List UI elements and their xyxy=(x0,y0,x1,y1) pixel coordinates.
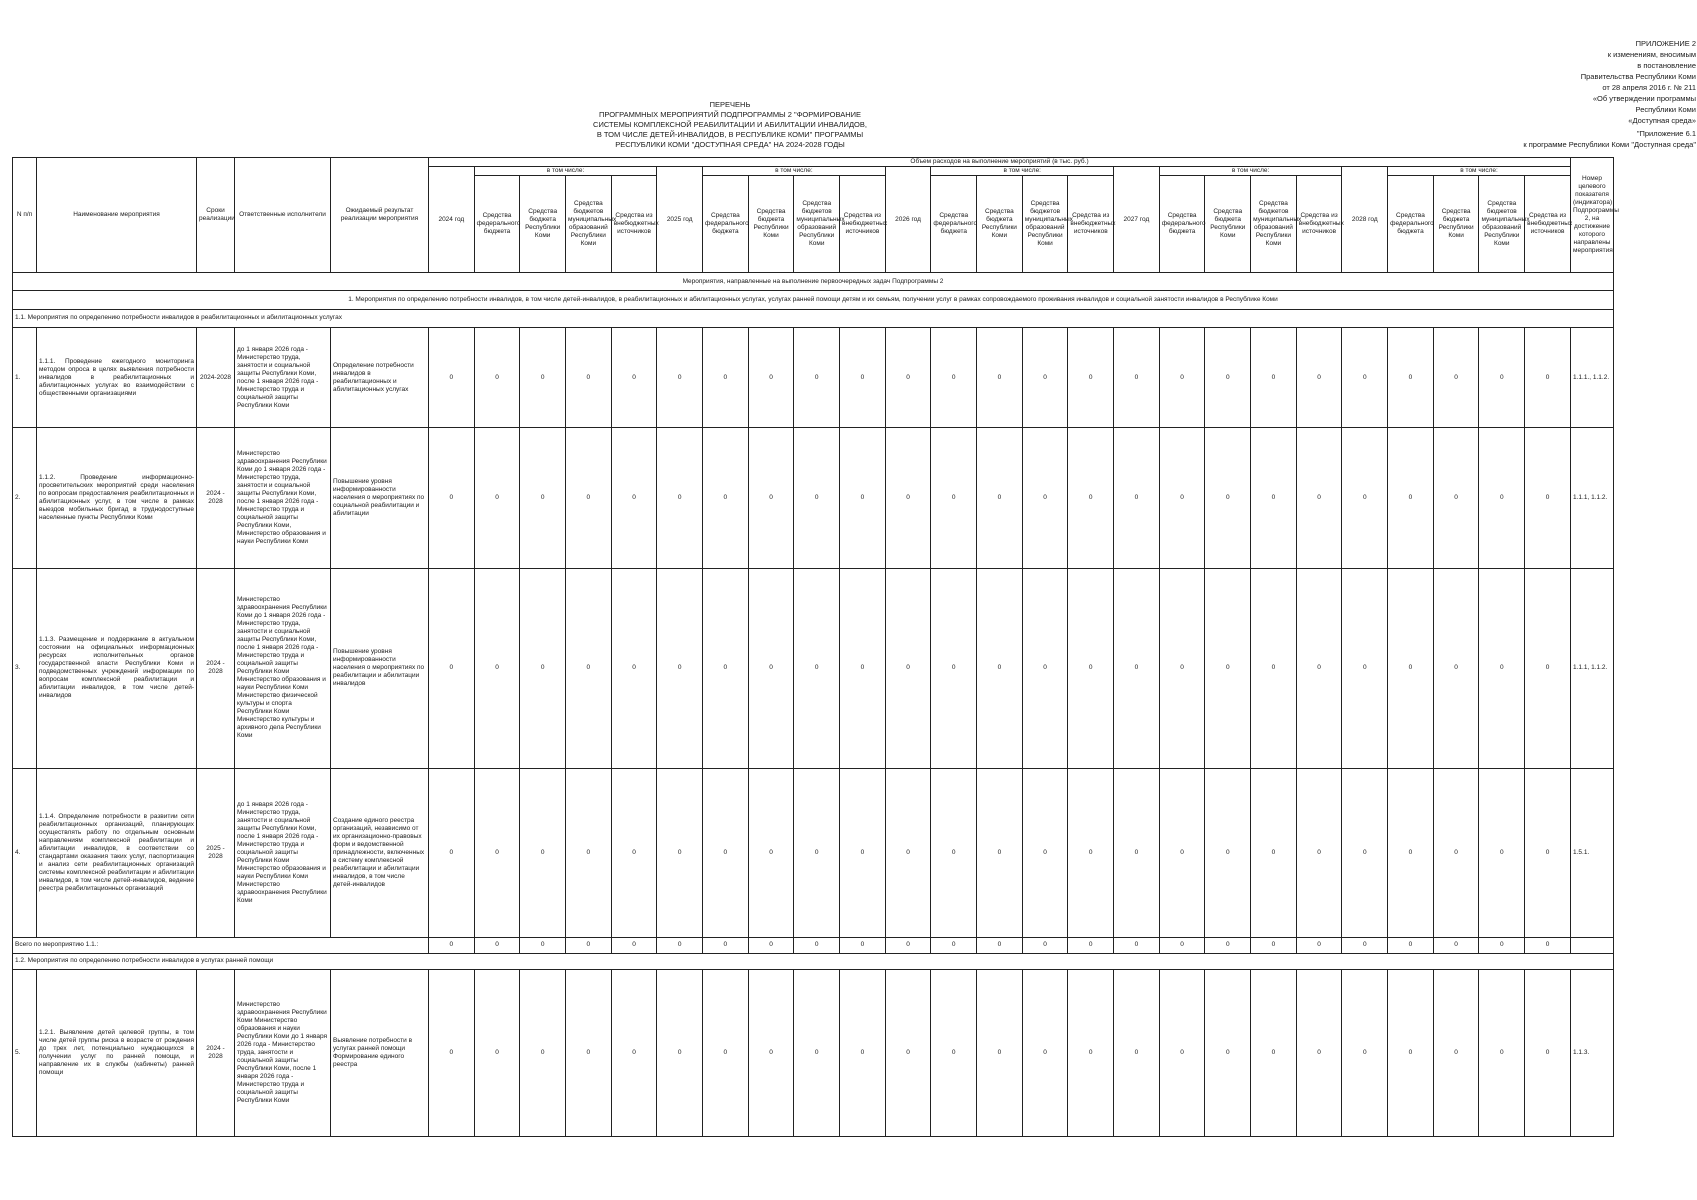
row-value: 0 xyxy=(1296,428,1342,569)
row-value: 0 xyxy=(1433,768,1479,937)
row-value: 0 xyxy=(1342,569,1388,768)
header-source: Средства бюджета Республики Коми xyxy=(1205,176,1251,273)
row-value: 0 xyxy=(657,768,703,937)
row-value: 0 xyxy=(566,428,612,569)
annex-program-block xyxy=(1376,128,1696,150)
row-executors: до 1 января 2026 года - Министерство труда, занятости и социальной защиты Республики Коми, после 1 января 2026 года - Министерство труда и социальной защиты Республики Коми xyxy=(235,327,331,427)
row-value: 0 xyxy=(931,428,977,569)
row-value: 0 xyxy=(840,327,886,427)
row-value: 0 xyxy=(566,969,612,1136)
row-value: 0 xyxy=(1388,969,1434,1136)
row-value: 0 xyxy=(566,768,612,937)
header-name: Наименование мероприятия xyxy=(37,158,197,273)
header-executors: Ответственные исполнители xyxy=(235,158,331,273)
title-line: ПЕРЕЧЕНЬ xyxy=(709,100,751,109)
row-value: 0 xyxy=(885,327,931,427)
row-value: 0 xyxy=(1114,969,1160,1136)
row-value: 0 xyxy=(977,428,1023,569)
header-year: 2024 год xyxy=(429,167,475,273)
row-value: 0 xyxy=(794,969,840,1136)
row-value: 0 xyxy=(520,327,566,427)
row-value: 0 xyxy=(794,768,840,937)
row-value: 0 xyxy=(1068,569,1114,768)
row-value: 0 xyxy=(1342,768,1388,937)
row-value: 0 xyxy=(885,969,931,1136)
header-year: 2028 год xyxy=(1342,167,1388,273)
annex-line: от 28 апреля 2016 г. № 211 xyxy=(1602,83,1696,92)
total-value: 0 xyxy=(1479,937,1525,953)
header-indicator: Номер целевого показателя (индикатора) Подпрограммы 2, на достижение которого направлены мероприятия xyxy=(1571,158,1614,273)
row-terms: 2024 - 2028 xyxy=(197,569,235,768)
row-value: 0 xyxy=(1114,569,1160,768)
row-value: 0 xyxy=(1114,327,1160,427)
row-result: Определение потребности инвалидов в реабилитационных и абилитационных услугах xyxy=(331,327,429,427)
header-source: Средства бюджетов муниципальных образований Республики Коми xyxy=(794,176,840,273)
header-including: в том числе: xyxy=(703,167,886,176)
row-num: 5. xyxy=(13,969,37,1136)
row-value: 0 xyxy=(1114,428,1160,569)
total-value: 0 xyxy=(657,937,703,953)
row-terms: 2024-2028 xyxy=(197,327,235,427)
total-value: 0 xyxy=(748,937,794,953)
annex-line: к программе Республики Коми "Доступная среда" xyxy=(1523,140,1696,149)
header-volume: Объем расходов на выполнение мероприятий (в тыс. руб.) xyxy=(429,158,1571,167)
row-value: 0 xyxy=(703,768,749,937)
row-value: 0 xyxy=(1388,327,1434,427)
row-value: 0 xyxy=(1525,969,1571,1136)
header-including: в том числе: xyxy=(474,167,657,176)
row-result: Повышение уровня информированности населения о мероприятиях по социальной реабилитации и абилитации xyxy=(331,428,429,569)
total-value: 0 xyxy=(1159,937,1205,953)
row-value: 0 xyxy=(1479,768,1525,937)
row-executors: Министерство здравоохранения Республики Коми до 1 января 2026 года - Министерство труда, занятости и социальной защиты Республики Коми, после 1 января 2026 года - Министерство труда и социальной защиты Республики Коми Министерство образования и науки Республики Коми Министерство физической культуры и спорта Республики Коми Министерство культуры и архивного дела Республики Коми xyxy=(235,569,331,768)
row-value: 0 xyxy=(794,327,840,427)
row-value: 0 xyxy=(1479,428,1525,569)
total-value: 0 xyxy=(977,937,1023,953)
row-value: 0 xyxy=(931,768,977,937)
row-value: 0 xyxy=(1525,428,1571,569)
row-value: 0 xyxy=(1251,768,1297,937)
row-value: 0 xyxy=(520,768,566,937)
section-sub12: 1.2. Мероприятия по определению потребности инвалидов в услугах ранней помощи xyxy=(13,953,1614,969)
total-value: 0 xyxy=(566,937,612,953)
row-value: 0 xyxy=(1525,569,1571,768)
row-value: 0 xyxy=(1342,969,1388,1136)
row-value: 0 xyxy=(1159,569,1205,768)
section-block1-row xyxy=(13,291,1614,309)
row-value: 0 xyxy=(1022,768,1068,937)
header-source: Средства бюджета Республики Коми xyxy=(1433,176,1479,273)
row-value: 0 xyxy=(1205,969,1251,1136)
row-num: 4. xyxy=(13,768,37,937)
row-value: 0 xyxy=(474,569,520,768)
annex-line: Правительства Республики Коми xyxy=(1580,72,1696,81)
header-source: Средства федерального бюджета xyxy=(703,176,749,273)
row-value: 0 xyxy=(1205,569,1251,768)
row-value: 0 xyxy=(885,768,931,937)
row-name: 1.1.4. Определение потребности в развитии сети реабилитационных организаций, планирующих осуществлять работу по отдельным основным направлениям комплексной реабилитации и абилитации инвалидов, в соответствии со стандартами оказания таких услуг, паспортизация и анализ сети реабилитационных организаций системы комплексной реабилитации и абилитации инвалидов, в том числе детей-инвалидов, ведение реестра реабилитационных организаций xyxy=(37,768,197,937)
row-value: 0 xyxy=(1388,768,1434,937)
row-value: 0 xyxy=(1205,768,1251,937)
total-value: 0 xyxy=(1068,937,1114,953)
header-source: Средства бюджета Республики Коми xyxy=(977,176,1023,273)
row-value: 0 xyxy=(429,768,475,937)
annex-line: к изменениям, вносимым xyxy=(1607,50,1696,59)
row-value: 0 xyxy=(748,569,794,768)
row-terms: 2024 - 2028 xyxy=(197,969,235,1136)
row-value: 0 xyxy=(657,428,703,569)
row-value: 0 xyxy=(1022,969,1068,1136)
row-value: 0 xyxy=(474,969,520,1136)
row-value: 0 xyxy=(1433,569,1479,768)
row-value: 0 xyxy=(1296,569,1342,768)
total-indicator xyxy=(1571,937,1614,953)
row-indicator: 1.1.3. xyxy=(1571,969,1614,1136)
row-value: 0 xyxy=(1251,969,1297,1136)
section-block1: 1. Мероприятия по определению потребности инвалидов, в том числе детей-инвалидов, в реабилитационных и абилитационных услугах, услугах ранней помощи детям и их семьям, получении услуг в рамках сопровождаемого проживания инвалидов и социальной занятости инвалидов в Республике Коми xyxy=(13,291,1614,309)
row-value: 0 xyxy=(474,768,520,937)
header-source: Средства бюджета Республики Коми xyxy=(748,176,794,273)
row-num: 3. xyxy=(13,569,37,768)
annex-line: Республики Коми xyxy=(1635,105,1696,114)
total-label: Всего по мероприятию 1.1.: xyxy=(13,937,429,953)
row-value: 0 xyxy=(748,327,794,427)
document-title xyxy=(560,100,900,150)
total-value: 0 xyxy=(474,937,520,953)
row-value: 0 xyxy=(1068,327,1114,427)
header-source: Средства бюджетов муниципальных образований Республики Коми xyxy=(1251,176,1297,273)
row-value: 0 xyxy=(1251,327,1297,427)
total-value: 0 xyxy=(1296,937,1342,953)
row-value: 0 xyxy=(703,428,749,569)
row-value: 0 xyxy=(748,768,794,937)
header-source: Средства из внебюджетных источников xyxy=(1296,176,1342,273)
row-value: 0 xyxy=(1068,969,1114,1136)
row-value: 0 xyxy=(1479,327,1525,427)
section-sub12-row xyxy=(13,953,1614,969)
row-value: 0 xyxy=(1342,327,1388,427)
row-value: 0 xyxy=(977,969,1023,1136)
row-value: 0 xyxy=(611,327,657,427)
section-tasks-row xyxy=(13,273,1614,291)
row-value: 0 xyxy=(1251,428,1297,569)
row-value: 0 xyxy=(794,569,840,768)
total-value: 0 xyxy=(1251,937,1297,953)
row-value: 0 xyxy=(1068,428,1114,569)
header-year: 2026 год xyxy=(885,167,931,273)
row-value: 0 xyxy=(520,969,566,1136)
row-value: 0 xyxy=(1205,327,1251,427)
total-value: 0 xyxy=(703,937,749,953)
annex-line: "Приложение 6.1 xyxy=(1636,129,1696,138)
row-value: 0 xyxy=(748,969,794,1136)
annex-line: ПРИЛОЖЕНИЕ 2 xyxy=(1635,39,1696,48)
measures-table xyxy=(12,157,1619,1137)
row-value: 0 xyxy=(1433,327,1479,427)
row-indicator: 1.1.1., 1.1.2. xyxy=(1571,327,1614,427)
total-value: 0 xyxy=(611,937,657,953)
total-value: 0 xyxy=(1205,937,1251,953)
row-value: 0 xyxy=(1159,428,1205,569)
row-value: 0 xyxy=(429,969,475,1136)
row-value: 0 xyxy=(1525,327,1571,427)
header-source: Средства бюджетов муниципальных образований Республики Коми xyxy=(1479,176,1525,273)
header-including: в том числе: xyxy=(1159,167,1342,176)
annex-block xyxy=(1376,38,1696,126)
row-name: 1.1.1. Проведение ежегодного мониторинга методом опроса в целях выявления потребности инвалидов в реабилитационных и абилитационных услугах во взаимодействии с общественными организациями xyxy=(37,327,197,427)
total-value: 0 xyxy=(1525,937,1571,953)
row-name: 1.1.3. Размещение и поддержание в актуальном состоянии на официальных информационных ресурсах исполнительных органов государственной власти Республики Коми и подведомственных учреждений информации по вопросам комплексной реабилитации и абилитации инвалидов, в том числе детей-инвалидов xyxy=(37,569,197,768)
table-row xyxy=(13,327,1614,427)
row-value: 0 xyxy=(977,569,1023,768)
row-value: 0 xyxy=(611,569,657,768)
row-value: 0 xyxy=(657,569,703,768)
row-indicator: 1.1.1, 1.1.2. xyxy=(1571,428,1614,569)
row-value: 0 xyxy=(474,327,520,427)
annex-line: «Об утверждении программы xyxy=(1592,94,1696,103)
header-including: в том числе: xyxy=(1388,167,1571,176)
section-sub11-row xyxy=(13,309,1614,327)
row-value: 0 xyxy=(1022,569,1068,768)
header-year: 2025 год xyxy=(657,167,703,273)
row-value: 0 xyxy=(429,327,475,427)
total-value: 0 xyxy=(1388,937,1434,953)
row-indicator: 1.1.1, 1.1.2. xyxy=(1571,569,1614,768)
section-tasks: Мероприятия, направленные на выполнение первоочередных задач Подпрограммы 2 xyxy=(13,273,1614,291)
table-row xyxy=(13,969,1614,1136)
row-value: 0 xyxy=(520,428,566,569)
row-value: 0 xyxy=(885,428,931,569)
row-value: 0 xyxy=(1296,969,1342,1136)
row-value: 0 xyxy=(1022,428,1068,569)
row-num: 2. xyxy=(13,428,37,569)
row-value: 0 xyxy=(748,428,794,569)
row-value: 0 xyxy=(1159,327,1205,427)
row-value: 0 xyxy=(794,428,840,569)
header-source: Средства федерального бюджета xyxy=(474,176,520,273)
title-line: В ТОМ ЧИСЛЕ ДЕТЕЙ-ИНВАЛИДОВ, В РЕСПУБЛИКЕ КОМИ" ПРОГРАММЫ xyxy=(596,130,864,139)
total-value: 0 xyxy=(429,937,475,953)
total-value: 0 xyxy=(1433,937,1479,953)
total-value: 0 xyxy=(794,937,840,953)
title-line: РЕСПУБЛИКИ КОМИ "ДОСТУПНАЯ СРЕДА" НА 2024-2028 ГОДЫ xyxy=(615,140,845,149)
row-value: 0 xyxy=(657,969,703,1136)
row-value: 0 xyxy=(977,327,1023,427)
row-value: 0 xyxy=(1479,969,1525,1136)
row-value: 0 xyxy=(840,969,886,1136)
title-line: СИСТЕМЫ КОМПЛЕКСНОЙ РЕАБИЛИТАЦИИ И АБИЛИТАЦИИ ИНВАЛИДОВ, xyxy=(593,120,867,129)
row-name: 1.1.2. Проведение информационно-просветительских мероприятий среди населения по вопросам предоставления реабилитационных и абилитационных услуг, в том числе в рамках выездов мобильных бригад в труднодоступные населенные пункты Республики Коми xyxy=(37,428,197,569)
row-value: 0 xyxy=(1114,768,1160,937)
total-value: 0 xyxy=(931,937,977,953)
row-value: 0 xyxy=(1388,569,1434,768)
row-value: 0 xyxy=(1296,768,1342,937)
header-source: Средства из внебюджетных источников xyxy=(1068,176,1114,273)
row-value: 0 xyxy=(611,969,657,1136)
row-result: Выявление потребности в услугах ранней помощи Формирование единого реестра xyxy=(331,969,429,1136)
header-source: Средства из внебюджетных источников xyxy=(611,176,657,273)
annex-line: «Доступная среда» xyxy=(1628,116,1696,125)
row-value: 0 xyxy=(474,428,520,569)
section-sub11: 1.1. Мероприятия по определению потребности инвалидов в реабилитационных и абилитационных услугах xyxy=(13,309,1614,327)
row-value: 0 xyxy=(703,327,749,427)
row-value: 0 xyxy=(703,969,749,1136)
row-indicator: 1.5.1. xyxy=(1571,768,1614,937)
total-value: 0 xyxy=(885,937,931,953)
total-value: 0 xyxy=(1342,937,1388,953)
row-name: 1.2.1. Выявление детей целевой группы, в том числе детей группы риска в возрасте от рождения до трех лет, потенциально нуждающихся в получении услуг по ранней помощи, и направление их в службы (кабинеты) ранней помощи xyxy=(37,969,197,1136)
row-value: 0 xyxy=(1433,969,1479,1136)
row-value: 0 xyxy=(885,569,931,768)
header-source: Средства бюджетов муниципальных образований Республики Коми xyxy=(566,176,612,273)
row-value: 0 xyxy=(566,569,612,768)
row-value: 0 xyxy=(977,768,1023,937)
row-value: 0 xyxy=(1433,428,1479,569)
header-num: N п/п xyxy=(13,158,37,273)
row-value: 0 xyxy=(1479,569,1525,768)
total-value: 0 xyxy=(840,937,886,953)
header-terms: Сроки реализации xyxy=(197,158,235,273)
row-value: 0 xyxy=(1388,428,1434,569)
row-terms: 2025 - 2028 xyxy=(197,768,235,937)
row-value: 0 xyxy=(566,327,612,427)
row-value: 0 xyxy=(611,768,657,937)
row-result: Повышение уровня информированности населения о мероприятиях по реабилитации и абилитации инвалидов xyxy=(331,569,429,768)
row-value: 0 xyxy=(931,569,977,768)
row-value: 0 xyxy=(1296,327,1342,427)
header-source: Средства из внебюджетных источников xyxy=(840,176,886,273)
row-result: Создание единого реестра организаций, независимо от их организационно-правовых форм и ведомственной принадлежности, включенных в систему комплексной реабилитации и абилитации инвалидов, в том числе детей-инвалидов xyxy=(331,768,429,937)
row-value: 0 xyxy=(611,428,657,569)
title-line: ПРОГРАММНЫХ МЕРОПРИЯТИЙ ПОДПРОГРАММЫ 2 "ФОРМИРОВАНИЕ xyxy=(598,110,862,119)
annex-line: в постановление xyxy=(1637,61,1696,70)
table-row xyxy=(13,428,1614,569)
row-value: 0 xyxy=(931,327,977,427)
row-executors: до 1 января 2026 года - Министерство труда, занятости и социальной защиты Республики Коми, после 1 января 2026 года - Министерство труда и социальной защиты Республики Коми Министерство образования и науки Республики Коми Министерство здравоохранения Республики Коми xyxy=(235,768,331,937)
row-value: 0 xyxy=(840,428,886,569)
row-num: 1. xyxy=(13,327,37,427)
table-row xyxy=(13,768,1614,937)
table-row xyxy=(13,569,1614,768)
row-value: 0 xyxy=(1251,569,1297,768)
row-value: 0 xyxy=(1159,768,1205,937)
header-source: Средства бюджета Республики Коми xyxy=(520,176,566,273)
row-terms: 2024 - 2028 xyxy=(197,428,235,569)
row-executors: Министерство здравоохранения Республики Коми до 1 января 2026 года - Министерство труда, занятости и социальной защиты Республики Коми, после 1 января 2026 года - Министерство труда и социальной защиты Республики Коми, Министерство образования и науки Республики Коми xyxy=(235,428,331,569)
row-value: 0 xyxy=(1022,327,1068,427)
header-year: 2027 год xyxy=(1114,167,1160,273)
header-source: Средства федерального бюджета xyxy=(1388,176,1434,273)
total-value: 0 xyxy=(1114,937,1160,953)
header-source: Средства из внебюджетных источников xyxy=(1525,176,1571,273)
row-value: 0 xyxy=(1342,428,1388,569)
header-including: в том числе: xyxy=(931,167,1114,176)
total-value: 0 xyxy=(1022,937,1068,953)
row-value: 0 xyxy=(703,569,749,768)
row-value: 0 xyxy=(1525,768,1571,937)
header-result: Ожидаемый результат реализации мероприятия xyxy=(331,158,429,273)
row-executors: Министерство здравоохранения Республики Коми Министерство образования и науки Республики Коми до 1 января 2026 года - Министерство труда, занятости и социальной защиты Республики Коми, после 1 января 2026 года - Министерство труда и социальной защиты Республики Коми xyxy=(235,969,331,1136)
row-value: 0 xyxy=(657,327,703,427)
total-value: 0 xyxy=(520,937,566,953)
header-source: Средства федерального бюджета xyxy=(931,176,977,273)
row-value: 0 xyxy=(840,768,886,937)
total-row xyxy=(13,937,1614,953)
row-value: 0 xyxy=(429,428,475,569)
row-value: 0 xyxy=(520,569,566,768)
row-value: 0 xyxy=(931,969,977,1136)
row-value: 0 xyxy=(1159,969,1205,1136)
row-value: 0 xyxy=(1068,768,1114,937)
row-value: 0 xyxy=(840,569,886,768)
header-source: Средства федерального бюджета xyxy=(1159,176,1205,273)
header-source: Средства бюджетов муниципальных образований Республики Коми xyxy=(1022,176,1068,273)
row-value: 0 xyxy=(429,569,475,768)
row-value: 0 xyxy=(1205,428,1251,569)
